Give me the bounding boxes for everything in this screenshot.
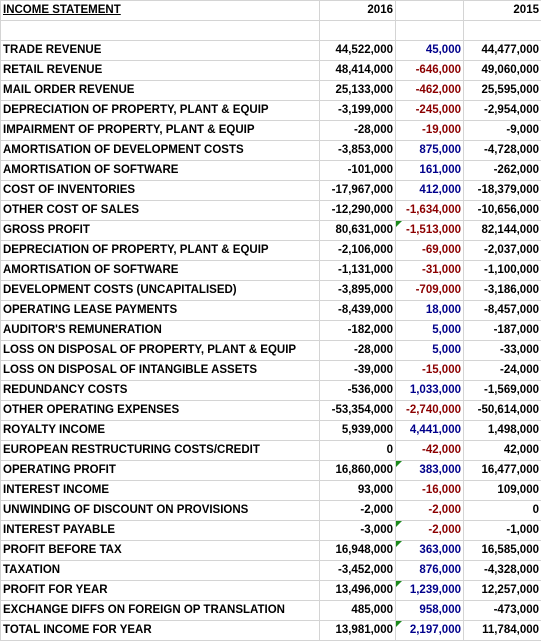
row-label-cell[interactable]: TAXATION — [1, 561, 320, 581]
prior-year-value-cell[interactable]: -4,728,000 — [464, 141, 541, 161]
table-row — [1, 441, 541, 461]
current-year-value-cell[interactable]: -101,000 — [320, 161, 396, 181]
row-label-cell[interactable]: REDUNDANCY COSTS — [1, 381, 320, 401]
current-year-value-cell[interactable]: -1,131,000 — [320, 261, 396, 281]
table-row — [1, 81, 541, 101]
current-year-value-cell[interactable]: -3,000 — [320, 521, 396, 541]
change-value-cell[interactable]: 4,441,000 — [396, 421, 464, 441]
blank-row — [1, 21, 541, 41]
table-row — [1, 301, 541, 321]
change-value-cell[interactable]: 161,000 — [396, 161, 464, 181]
table-row — [1, 561, 541, 581]
prior-year-value-cell[interactable]: -2,037,000 — [464, 241, 541, 261]
year-prior-header[interactable]: 2015 — [464, 1, 541, 21]
change-value-cell[interactable]: 363,000 — [396, 541, 464, 561]
current-year-value-cell[interactable]: 48,414,000 — [320, 61, 396, 81]
table-row — [1, 201, 541, 221]
prior-year-value-cell[interactable]: -2,954,000 — [464, 101, 541, 121]
row-label-cell[interactable]: PROFIT BEFORE TAX — [1, 541, 320, 561]
prior-year-value-cell[interactable]: -1,000 — [464, 521, 541, 541]
empty-cell[interactable] — [464, 21, 541, 41]
current-year-value-cell[interactable]: -2,106,000 — [320, 241, 396, 261]
change-value-cell[interactable]: -1,513,000 — [396, 221, 464, 241]
change-value-cell[interactable]: -2,000 — [396, 501, 464, 521]
prior-year-value-cell[interactable]: 49,060,000 — [464, 61, 541, 81]
table-row — [1, 241, 541, 261]
table-row — [1, 381, 541, 401]
change-value-cell[interactable]: 1,033,000 — [396, 381, 464, 401]
current-year-value-cell[interactable]: 16,860,000 — [320, 461, 396, 481]
row-label-cell[interactable]: OTHER OPERATING EXPENSES — [1, 401, 320, 421]
table-row — [1, 61, 541, 81]
row-label-cell[interactable]: AMORTISATION OF SOFTWARE — [1, 161, 320, 181]
current-year-value-cell[interactable]: 13,496,000 — [320, 581, 396, 601]
prior-year-value-cell[interactable]: 25,595,000 — [464, 81, 541, 101]
row-label-cell[interactable]: AMORTISATION OF DEVELOPMENT COSTS — [1, 141, 320, 161]
change-value-cell[interactable]: -2,740,000 — [396, 401, 464, 421]
empty-cell[interactable] — [320, 21, 396, 41]
statement-title-cell[interactable]: INCOME STATEMENT — [1, 1, 320, 21]
current-year-value-cell[interactable]: 0 — [320, 441, 396, 461]
change-value-cell[interactable]: -15,000 — [396, 361, 464, 381]
row-label-cell[interactable]: INTEREST INCOME — [1, 481, 320, 501]
current-year-value-cell[interactable]: 16,948,000 — [320, 541, 396, 561]
current-year-value-cell[interactable]: 13,981,000 — [320, 621, 396, 641]
current-year-value-cell[interactable]: -536,000 — [320, 381, 396, 401]
change-value-cell[interactable]: 958,000 — [396, 601, 464, 621]
row-label-cell[interactable]: AMORTISATION OF SOFTWARE — [1, 261, 320, 281]
prior-year-value-cell[interactable]: 82,144,000 — [464, 221, 541, 241]
prior-year-value-cell[interactable]: 11,784,000 — [464, 621, 541, 641]
current-year-value-cell[interactable]: 80,631,000 — [320, 221, 396, 241]
prior-year-value-cell[interactable]: -24,000 — [464, 361, 541, 381]
prior-year-value-cell[interactable]: -33,000 — [464, 341, 541, 361]
prior-year-value-cell[interactable]: -10,656,000 — [464, 201, 541, 221]
current-year-value-cell[interactable]: 25,133,000 — [320, 81, 396, 101]
prior-year-value-cell[interactable]: 42,000 — [464, 441, 541, 461]
row-label-cell[interactable]: EXCHANGE DIFFS ON FOREIGN OP TRANSLATION — [1, 601, 320, 621]
row-label-cell[interactable]: IMPAIRMENT OF PROPERTY, PLANT & EQUIP — [1, 121, 320, 141]
table-row — [1, 321, 541, 341]
prior-year-value-cell[interactable]: -4,328,000 — [464, 561, 541, 581]
header-row — [1, 1, 541, 21]
change-value-cell[interactable]: -31,000 — [396, 261, 464, 281]
current-year-value-cell[interactable]: 44,522,000 — [320, 41, 396, 61]
row-label-cell[interactable]: RETAIL REVENUE — [1, 61, 320, 81]
change-value-cell[interactable]: -2,000 — [396, 521, 464, 541]
table-row — [1, 421, 541, 441]
prior-year-value-cell[interactable]: 12,257,000 — [464, 581, 541, 601]
prior-year-value-cell[interactable]: 44,477,000 — [464, 41, 541, 61]
table-row — [1, 521, 541, 541]
prior-year-value-cell[interactable]: -8,457,000 — [464, 301, 541, 321]
empty-cell[interactable] — [1, 21, 320, 41]
table-row — [1, 501, 541, 521]
change-value-cell[interactable]: 876,000 — [396, 561, 464, 581]
table-row — [1, 261, 541, 281]
table-row — [1, 461, 541, 481]
current-year-value-cell[interactable]: 485,000 — [320, 601, 396, 621]
current-year-value-cell[interactable]: -53,354,000 — [320, 401, 396, 421]
current-year-value-cell[interactable]: -28,000 — [320, 341, 396, 361]
prior-year-value-cell[interactable]: 1,498,000 — [464, 421, 541, 441]
change-value-cell[interactable]: 875,000 — [396, 141, 464, 161]
row-label-cell[interactable]: COST OF INVENTORIES — [1, 181, 320, 201]
table-row — [1, 341, 541, 361]
current-year-value-cell[interactable]: -17,967,000 — [320, 181, 396, 201]
row-label-cell[interactable]: EUROPEAN RESTRUCTURING COSTS/CREDIT — [1, 441, 320, 461]
current-year-value-cell[interactable]: -39,000 — [320, 361, 396, 381]
table-row — [1, 621, 541, 641]
prior-year-value-cell[interactable]: -50,614,000 — [464, 401, 541, 421]
current-year-value-cell[interactable]: -3,895,000 — [320, 281, 396, 301]
change-value-cell[interactable]: 45,000 — [396, 41, 464, 61]
table-row — [1, 41, 541, 61]
prior-year-value-cell[interactable]: 16,585,000 — [464, 541, 541, 561]
current-year-value-cell[interactable]: -182,000 — [320, 321, 396, 341]
table-row — [1, 101, 541, 121]
current-year-value-cell[interactable]: -2,000 — [320, 501, 396, 521]
change-value-cell[interactable]: -16,000 — [396, 481, 464, 501]
change-value-cell[interactable]: 2,197,000 — [396, 621, 464, 641]
row-label-cell[interactable]: LOSS ON DISPOSAL OF PROPERTY, PLANT & EQUIP — [1, 341, 320, 361]
change-value-cell[interactable]: 412,000 — [396, 181, 464, 201]
change-header[interactable] — [396, 1, 464, 21]
change-value-cell[interactable]: -1,634,000 — [396, 201, 464, 221]
row-label-cell[interactable]: PROFIT FOR YEAR — [1, 581, 320, 601]
change-value-cell[interactable]: -245,000 — [396, 101, 464, 121]
prior-year-value-cell[interactable]: -187,000 — [464, 321, 541, 341]
year-current-header[interactable]: 2016 — [320, 1, 396, 21]
table-row — [1, 161, 541, 181]
row-label-cell[interactable]: LOSS ON DISPOSAL OF INTANGIBLE ASSETS — [1, 361, 320, 381]
current-year-value-cell[interactable]: -3,853,000 — [320, 141, 396, 161]
prior-year-value-cell[interactable]: -473,000 — [464, 601, 541, 621]
row-label-cell[interactable]: DEVELOPMENT COSTS (UNCAPITALISED) — [1, 281, 320, 301]
prior-year-value-cell[interactable]: -1,569,000 — [464, 381, 541, 401]
empty-cell[interactable] — [396, 21, 464, 41]
row-label-cell[interactable]: OPERATING LEASE PAYMENTS — [1, 301, 320, 321]
current-year-value-cell[interactable]: -3,452,000 — [320, 561, 396, 581]
row-label-cell[interactable]: UNWINDING OF DISCOUNT ON PROVISIONS — [1, 501, 320, 521]
prior-year-value-cell[interactable]: -3,186,000 — [464, 281, 541, 301]
change-value-cell[interactable]: -42,000 — [396, 441, 464, 461]
change-value-cell[interactable]: 18,000 — [396, 301, 464, 321]
row-label-cell[interactable]: TOTAL INCOME FOR YEAR — [1, 621, 320, 641]
prior-year-value-cell[interactable]: 109,000 — [464, 481, 541, 501]
change-value-cell[interactable]: 5,000 — [396, 321, 464, 341]
row-label-cell[interactable]: DEPRECIATION OF PROPERTY, PLANT & EQUIP — [1, 241, 320, 261]
row-label-cell[interactable]: TRADE REVENUE — [1, 41, 320, 61]
change-value-cell[interactable]: -709,000 — [396, 281, 464, 301]
table-row — [1, 281, 541, 301]
row-label-cell[interactable]: GROSS PROFIT — [1, 221, 320, 241]
table-row — [1, 221, 541, 241]
change-value-cell[interactable]: -462,000 — [396, 81, 464, 101]
current-year-value-cell[interactable]: -3,199,000 — [320, 101, 396, 121]
prior-year-value-cell[interactable]: 16,477,000 — [464, 461, 541, 481]
prior-year-value-cell[interactable]: -9,000 — [464, 121, 541, 141]
current-year-value-cell[interactable]: 93,000 — [320, 481, 396, 501]
change-value-cell[interactable]: -69,000 — [396, 241, 464, 261]
table-row — [1, 141, 541, 161]
change-value-cell[interactable]: -19,000 — [396, 121, 464, 141]
change-value-cell[interactable]: -646,000 — [396, 61, 464, 81]
row-label-cell[interactable]: OPERATING PROFIT — [1, 461, 320, 481]
prior-year-value-cell[interactable]: -262,000 — [464, 161, 541, 181]
prior-year-value-cell[interactable]: 0 — [464, 501, 541, 521]
table-row — [1, 601, 541, 621]
table-row — [1, 121, 541, 141]
row-label-cell[interactable]: MAIL ORDER REVENUE — [1, 81, 320, 101]
row-label-cell[interactable]: DEPRECIATION OF PROPERTY, PLANT & EQUIP — [1, 101, 320, 121]
current-year-value-cell[interactable]: -8,439,000 — [320, 301, 396, 321]
table-row — [1, 181, 541, 201]
prior-year-value-cell[interactable]: -1,100,000 — [464, 261, 541, 281]
table-row — [1, 361, 541, 381]
prior-year-value-cell[interactable]: -18,379,000 — [464, 181, 541, 201]
table-row — [1, 481, 541, 501]
row-label-cell[interactable]: INTEREST PAYABLE — [1, 521, 320, 541]
table-row — [1, 581, 541, 601]
current-year-value-cell[interactable]: 5,939,000 — [320, 421, 396, 441]
change-value-cell[interactable]: 5,000 — [396, 341, 464, 361]
change-value-cell[interactable]: 383,000 — [396, 461, 464, 481]
change-value-cell[interactable]: 1,239,000 — [396, 581, 464, 601]
current-year-value-cell[interactable]: -28,000 — [320, 121, 396, 141]
table-row — [1, 401, 541, 421]
row-label-cell[interactable]: ROYALTY INCOME — [1, 421, 320, 441]
row-label-cell[interactable]: OTHER COST OF SALES — [1, 201, 320, 221]
current-year-value-cell[interactable]: -12,290,000 — [320, 201, 396, 221]
row-label-cell[interactable]: AUDITOR'S REMUNERATION — [1, 321, 320, 341]
table-row — [1, 541, 541, 561]
